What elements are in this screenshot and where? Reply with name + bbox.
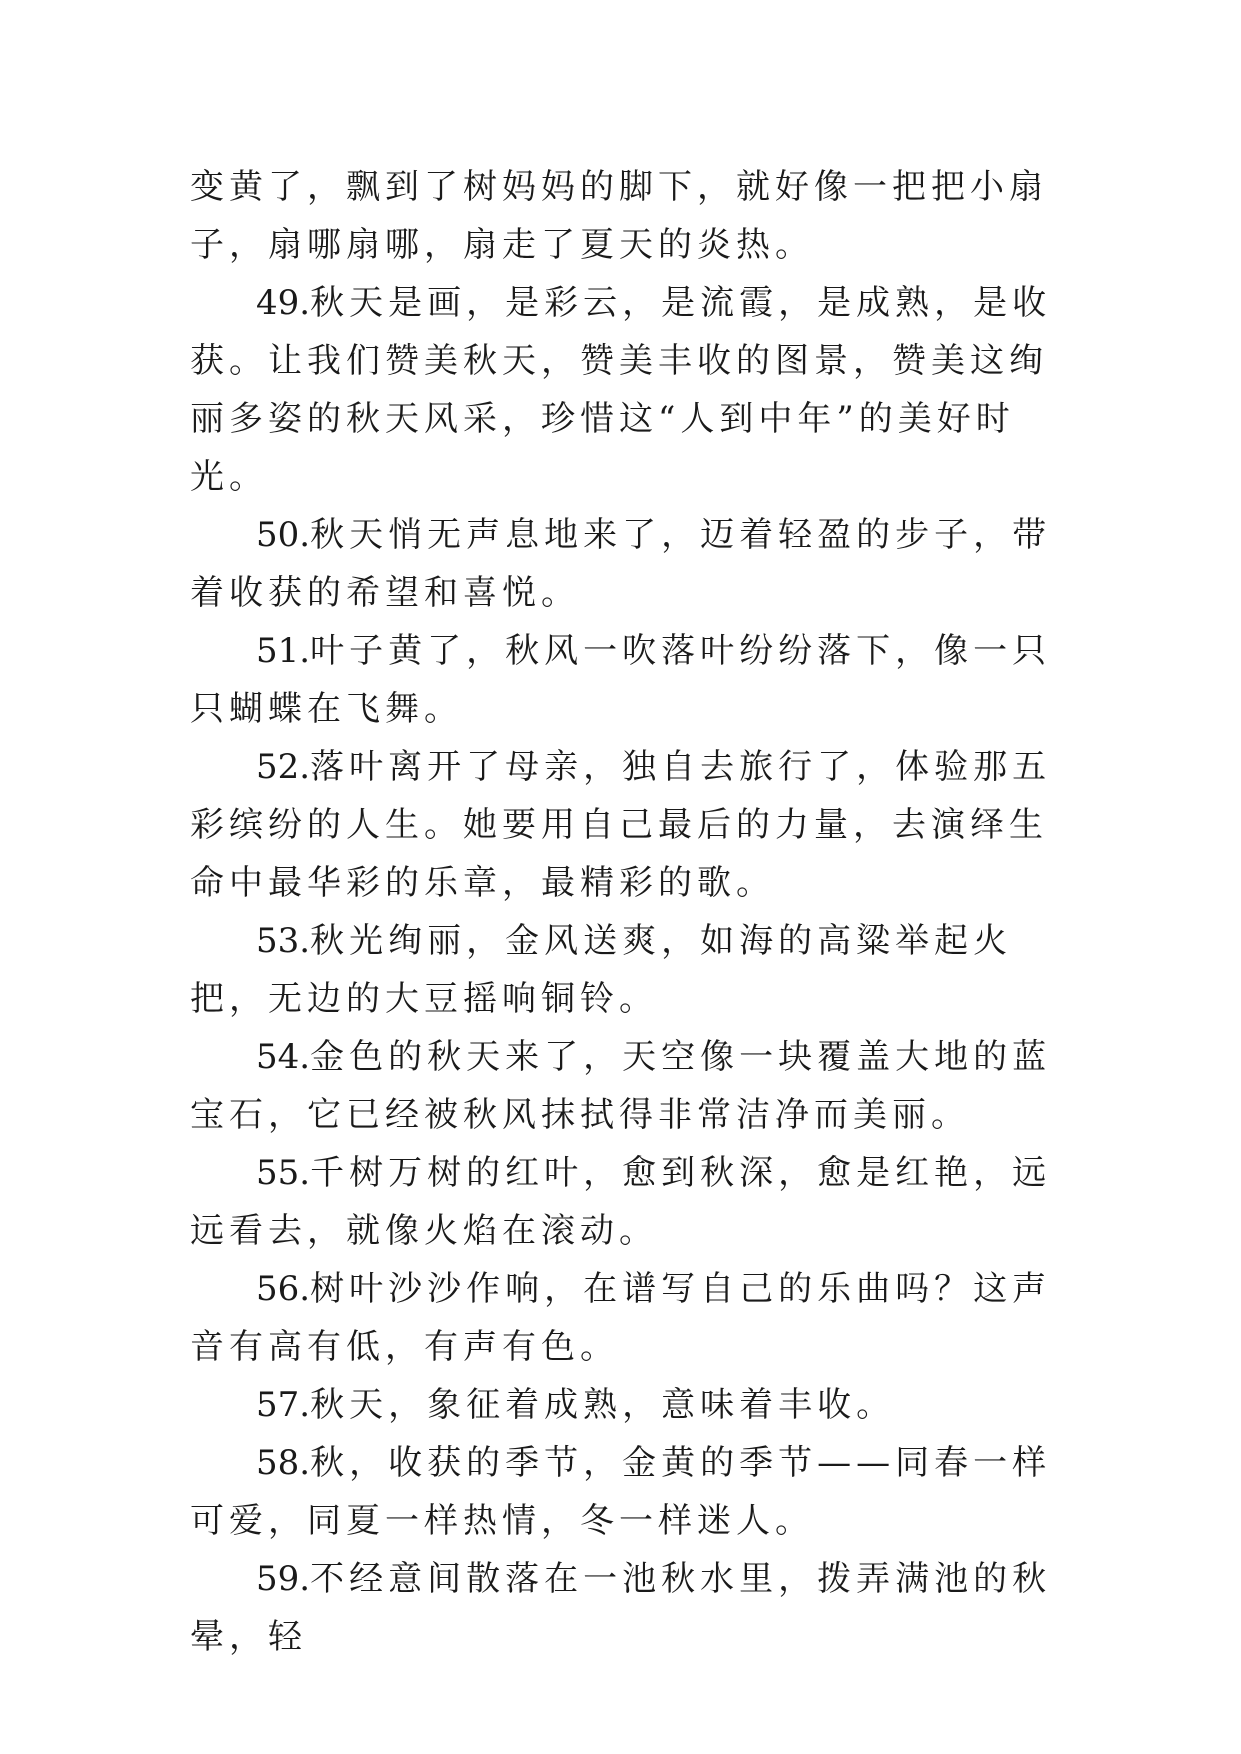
paragraph-56 — [190, 1260, 1080, 1376]
paragraph-text: 落叶离开了母亲，独自去旅行了，体验那五彩缤纷的人生。她要用自己最后的力量，去演绎生命中最华彩的乐章，最精彩的歌。 — [190, 747, 1052, 903]
paragraph-58 — [190, 1434, 1080, 1550]
paragraph-53 — [190, 912, 1080, 1028]
paragraph-number: 49. — [256, 283, 311, 323]
paragraph-number: 52. — [256, 747, 311, 787]
paragraph-52 — [190, 738, 1080, 912]
document-page — [190, 158, 1080, 1666]
paragraph-text: 秋天，象征着成熟，意味着丰收。 — [310, 1385, 896, 1425]
paragraph-continued — [190, 158, 1080, 274]
paragraph-number: 58. — [256, 1443, 311, 1483]
paragraph-number: 53. — [256, 921, 311, 961]
paragraph-text: 秋天是画，是彩云，是流霞，是成熟，是收获。让我们赞美秋天，赞美丰收的图景，赞美这绚丽多姿的秋天风采，珍惜这“人到中年”的美好时光。 — [190, 283, 1052, 497]
paragraph-text: 秋光绚丽，金风送爽，如海的高粱举起火把，无边的大豆摇响铜铃。 — [190, 921, 1013, 1019]
paragraph-number: 54. — [256, 1037, 311, 1077]
paragraph-57 — [190, 1376, 1080, 1434]
paragraph-54 — [190, 1028, 1080, 1144]
paragraph-number: 50. — [256, 515, 311, 555]
paragraph-text: 叶子黄了，秋风一吹落叶纷纷落下，像一只只蝴蝶在飞舞。 — [190, 631, 1052, 729]
paragraph-51 — [190, 622, 1080, 738]
paragraph-number: 56. — [256, 1269, 311, 1309]
paragraph-50 — [190, 506, 1080, 622]
paragraph-text: 树叶沙沙作响，在谱写自己的乐曲吗？这声音有高有低，有声有色。 — [190, 1269, 1052, 1367]
paragraph-text: 秋，收获的季节，金黄的季节——同春一样可爱，同夏一样热情，冬一样迷人。 — [190, 1443, 1052, 1541]
paragraph-number: 51. — [256, 631, 311, 671]
paragraph-number: 59. — [256, 1559, 311, 1599]
paragraph-text: 秋天悄无声息地来了，迈着轻盈的步子，带着收获的希望和喜悦。 — [190, 515, 1052, 613]
paragraph-text: 金色的秋天来了，天空像一块覆盖大地的蓝宝石，它已经被秋风抹拭得非常洁净而美丽。 — [190, 1037, 1052, 1135]
paragraph-text: 不经意间散落在一池秋水里，拨弄满池的秋晕，轻 — [190, 1559, 1052, 1657]
paragraph-49 — [190, 274, 1080, 506]
paragraph-59 — [190, 1550, 1080, 1666]
paragraph-text: 千树万树的红叶，愈到秋深，愈是红艳，远远看去，就像火焰在滚动。 — [190, 1153, 1052, 1251]
paragraph-55 — [190, 1144, 1080, 1260]
paragraph-number: 57. — [256, 1385, 311, 1425]
paragraph-text: 变黄了，飘到了树妈妈的脚下，就好像一把把小扇子，扇哪扇哪，扇走了夏天的炎热。 — [190, 167, 1048, 265]
paragraph-number: 55. — [256, 1153, 311, 1193]
